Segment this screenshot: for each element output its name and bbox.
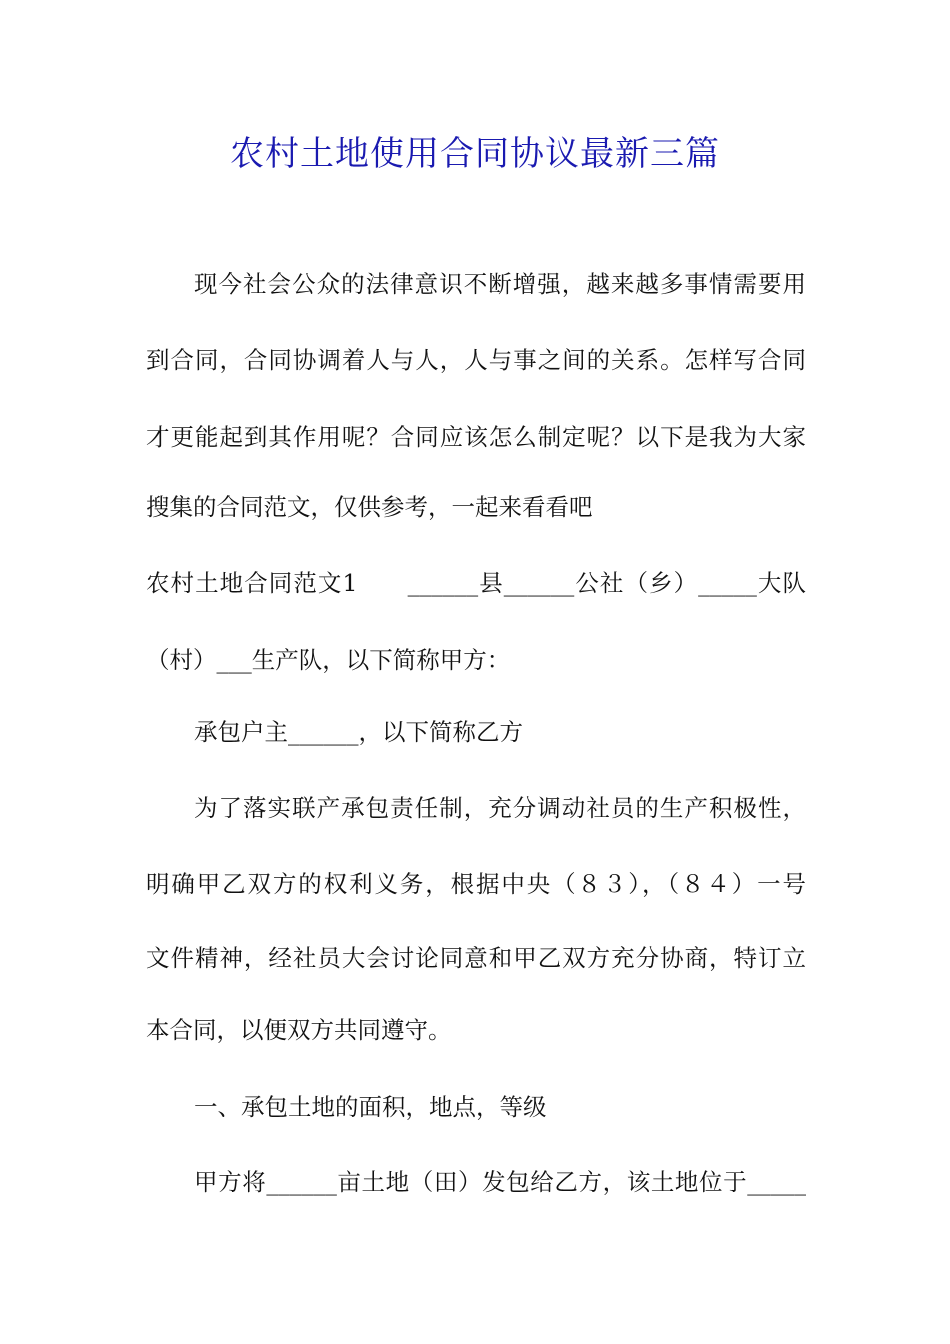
paragraph-line: 甲方将______亩土地（田）发包给乙方，该土地位于_____ xyxy=(194,1168,806,1196)
paragraph-line: 农村土地合同范文1 ______县______公社（乡）_____大队 xyxy=(146,569,806,597)
page-title: 农村土地使用合同协议最新三篇 xyxy=(230,134,720,174)
paragraph-line: 本合同，以便双方共同遵守。 xyxy=(146,1016,452,1044)
section-heading: 一、承包土地的面积，地点，等级 xyxy=(194,1093,547,1121)
paragraph-line: 搜集的合同范文，仅供参考，一起来看看吧 xyxy=(146,493,593,521)
paragraph-line: 才更能起到其作用呢？合同应该怎么制定呢？以下是我为大家 xyxy=(146,423,806,451)
paragraph-line: 承包户主______，以下简称乙方 xyxy=(194,718,523,746)
paragraph-line: 为了落实联产承包责任制，充分调动社员的生产积极性， xyxy=(194,794,806,822)
paragraph-line: 现今社会公众的法律意识不断增强，越来越多事情需要用 xyxy=(194,270,806,298)
paragraph-line: （村）___生产队，以下简称甲方： xyxy=(146,646,511,674)
paragraph-line: 明确甲乙双方的权利义务，根据中央（８３），（８４）一号 xyxy=(146,870,806,898)
paragraph-line: 文件精神，经社员大会讨论同意和甲乙双方充分协商，特订立 xyxy=(146,944,806,972)
paragraph-line: 到合同，合同协调着人与人，人与事之间的关系。怎样写合同 xyxy=(146,346,806,374)
